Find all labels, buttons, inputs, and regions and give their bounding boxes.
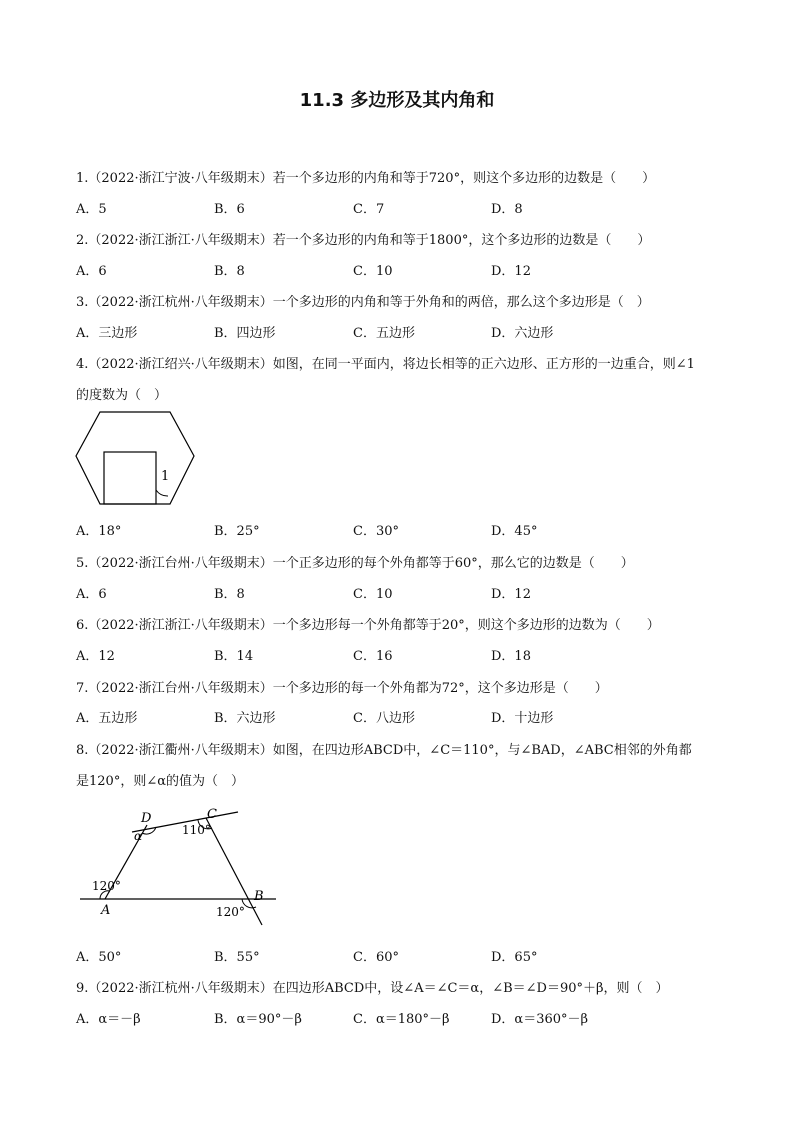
question-7-option-c: C．八边形 xyxy=(353,711,415,726)
quadrilateral-figure xyxy=(76,800,276,930)
regular-hexagon xyxy=(76,412,194,504)
question-3-stem: 3.（2022·浙江杭州·八年级期末）一个多边形的内角和等于外角和的两倍，那么这个多边形是（ ） xyxy=(76,295,650,310)
question-6-option-a: A．12 xyxy=(76,649,115,664)
question-4-option-b: B．25° xyxy=(214,524,260,539)
label-angle-b: 120° xyxy=(216,905,245,919)
question-8-option-a: A．50° xyxy=(76,950,122,965)
question-7-option-b: B．六边形 xyxy=(214,711,276,726)
angle-1-label: 1 xyxy=(161,469,170,484)
question-9-stem: 9.（2022·浙江杭州·八年级期末）在四边形ABCD中，设∠A＝∠C＝α，∠B＝∠D＝90°＋β，则（ ） xyxy=(76,981,669,996)
question-5-option-b: B．8 xyxy=(214,587,245,602)
question-9-option-d: D．α＝360°－β xyxy=(491,1012,589,1027)
label-c: C xyxy=(207,807,217,822)
label-alpha: α xyxy=(134,829,143,843)
question-4-option-c: C．30° xyxy=(353,524,399,539)
question-8-stem-cont: 是120°，则∠α的值为（ ） xyxy=(76,774,244,789)
question-5-option-c: C．10 xyxy=(353,587,393,602)
question-7-option-a: A．五边形 xyxy=(76,711,138,726)
question-1-option-b: B．6 xyxy=(214,202,245,217)
question-6-stem: 6.（2022·浙江浙江·八年级期末）一个多边形每一个外角都等于20°，则这个多边形的边数为（ ） xyxy=(76,618,660,633)
question-8-option-b: B．55° xyxy=(214,950,260,965)
question-6-option-b: B．14 xyxy=(214,649,254,664)
question-5-stem: 5.（2022·浙江台州·八年级期末）一个正多边形的每个外角都等于60°，那么它的边数是（ ） xyxy=(76,556,634,571)
question-3-option-a: A．三边形 xyxy=(76,326,138,341)
question-7-stem: 7.（2022·浙江台州·八年级期末）一个多边形的每一个外角都为72°，这个多边形是（ ） xyxy=(76,681,608,696)
question-9-option-b: B．α＝90°－β xyxy=(214,1012,302,1027)
question-5-option-d: D．12 xyxy=(491,587,531,602)
question-4-option-d: D．45° xyxy=(491,524,538,539)
angle-1-arc xyxy=(156,490,168,496)
question-4-stem: 4.（2022·浙江绍兴·八年级期末）如图，在同一平面内，将边长相等的正六边形、正方形的一边重合，则∠1 xyxy=(76,357,695,372)
question-1-option-d: D．8 xyxy=(491,202,523,217)
question-2-option-a: A．6 xyxy=(76,264,107,279)
question-2-stem: 2.（2022·浙江浙江·八年级期末）若一个多边形的内角和等于1800°，这个多边形的边数是（ ） xyxy=(76,233,651,248)
question-1-stem: 1.（2022·浙江宁波·八年级期末）若一个多边形的内角和等于720°，则这个多边形的边数是（ ） xyxy=(76,171,656,186)
label-angle-c: 110° xyxy=(182,823,211,837)
label-b: B xyxy=(254,889,264,904)
label-angle-a: 120° xyxy=(92,879,121,893)
question-4-option-a: A．18° xyxy=(76,524,122,539)
question-1-option-a: A．5 xyxy=(76,202,107,217)
question-8-option-c: C．60° xyxy=(353,950,399,965)
question-3-option-c: C．五边形 xyxy=(353,326,415,341)
question-8-option-d: D．65° xyxy=(491,950,538,965)
question-9-option-a: A．α＝－β xyxy=(76,1012,141,1027)
question-3-option-d: D．六边形 xyxy=(491,326,554,341)
question-6-option-d: D．18 xyxy=(491,649,531,664)
page-title: 11.3 多边形及其内角和 xyxy=(299,90,495,111)
question-7-option-d: D．十边形 xyxy=(491,711,554,726)
question-8-stem: 8.（2022·浙江衢州·八年级期末）如图，在四边形ABCD中，∠C＝110°，与∠BAD，∠ABC相邻的外角都 xyxy=(76,743,692,758)
label-a: A xyxy=(101,903,111,918)
question-2-option-c: C．10 xyxy=(353,264,393,279)
hexagon-square-figure xyxy=(70,408,200,510)
question-2-option-d: D．12 xyxy=(491,264,531,279)
label-d: D xyxy=(141,811,152,826)
question-5-option-a: A．6 xyxy=(76,587,107,602)
question-6-option-c: C．16 xyxy=(353,649,393,664)
question-1-option-c: C．7 xyxy=(353,202,385,217)
question-3-option-b: B．四边形 xyxy=(214,326,276,341)
square xyxy=(104,452,156,504)
question-9-option-c: C．α＝180°－β xyxy=(353,1012,450,1027)
question-2-option-b: B．8 xyxy=(214,264,245,279)
question-4-stem-cont: 的度数为（ ） xyxy=(76,388,168,403)
